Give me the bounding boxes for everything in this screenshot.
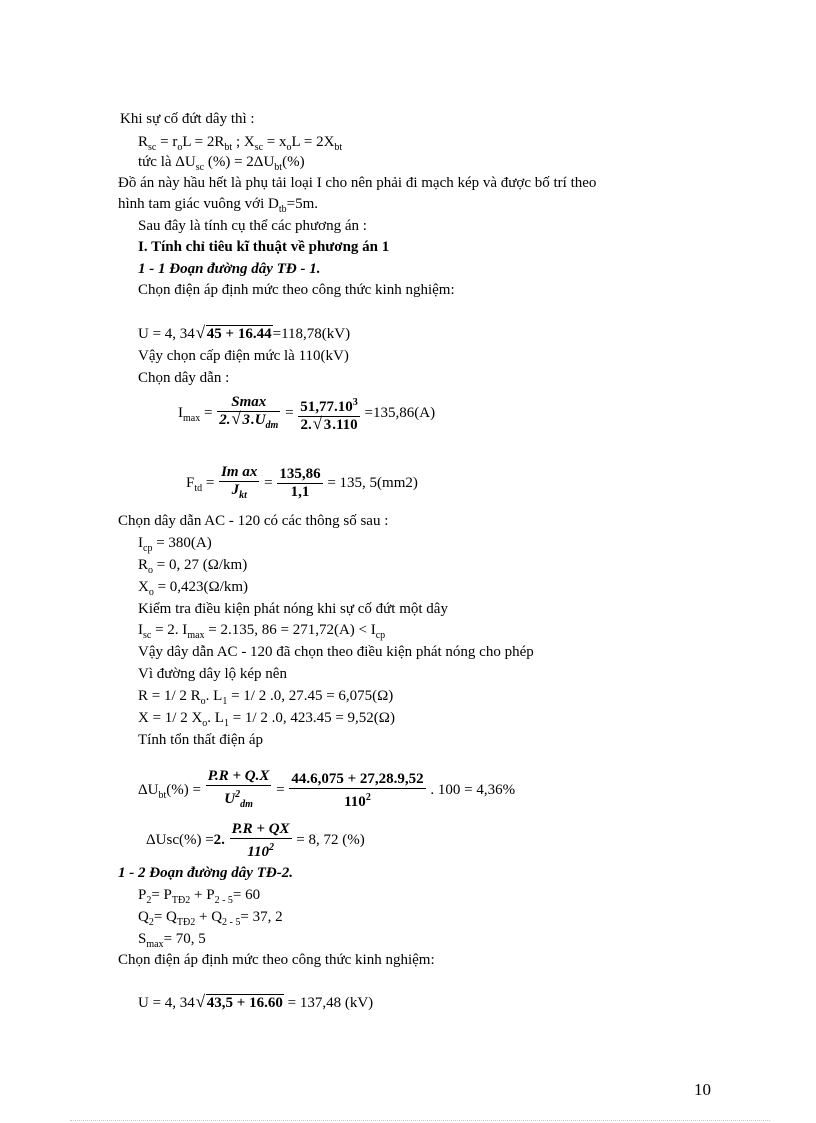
fraction: $\frac{P.R + QX}{110^2}$ — [231, 820, 290, 860]
text-line: Chọn điện áp định mức theo công thức kinh nghiệm: — [118, 952, 435, 968]
equation-voltage-1: U = 4, 34√ 45 + 16.44=118,78(kV) — [138, 325, 350, 344]
fraction: $\frac{44.6,075 + 27,28.9,52}{110^2}$ — [291, 770, 424, 810]
section-heading: I. Tính chỉ tiêu kĩ thuật về phương án 1 — [138, 239, 390, 255]
formula-line: $X_o = 0,423(\Omega/km)$ — [138, 579, 249, 598]
text-line: Chọn điện áp định mức theo công thức kinh nghiệm: — [138, 282, 455, 298]
sqrt-symbol: √ 43,5 + 16.60 — [197, 994, 284, 1013]
equation-voltage-loss-fault: ΔUsc(%) =2. $\frac{P.R + QX}{110^2}$ = 8, 72 (%) — [146, 820, 365, 860]
text-line: Khi sự cố đứt dây thì : — [120, 111, 255, 127]
text-line: Đồ án này hầu hết là phụ tải loại I cho nên phải đi mạch kép và được bố trí theo — [118, 175, 597, 191]
subsection-heading: 1 - 1 Đoạn đường dây TĐ - 1. — [138, 261, 321, 277]
page-footer-divider — [70, 1120, 770, 1121]
formula-line: $R_{sc} = r_oL = 2R_{bt}$ ; $X_{sc} = x_oL = 2X_{bt}$ — [138, 134, 343, 153]
fraction: $\frac{51,77.10^3}{2.√ 3.110}$ — [298, 394, 360, 434]
formula-line: R = 1/ 2 $R_o$. $L_1 = 1/$ 2 .0, 27.45 = 6,075(Ω) — [138, 688, 394, 707]
formula-line: tức là $\Delta U_{sc}$ (%) = $2\Delta U_{bt}(\%)$ — [138, 154, 305, 173]
equation-cross-section: $F_{td}$ = $\frac{\text{Im ax}}{J_{kt}}$ = $\frac{135,86}{1,1}$ = 135, 5(mm2) — [186, 462, 418, 510]
text-line: Chọn dây dẫn AC - 120 có các thông số sau : — [118, 513, 389, 529]
text-line: Vậy chọn cấp điện mức là 110(kV) — [138, 348, 349, 364]
text-line: Kiểm tra điều kiện phát nóng khi sự cố đứt một dây — [138, 601, 448, 617]
formula-line: $P_2= P_{TĐ2} + P_{2 - 5}= 60$ — [138, 887, 261, 906]
page-number: 10 — [694, 1080, 711, 1099]
formula-line: $I_{sc} = 2$. $I_{max} = 2.135$, $86 = 271,72(A) < I_{cp}$ — [138, 622, 386, 641]
formula-line: $Q_2= Q_{TĐ2} + Q_{2 - 5}= 37$, 2 — [138, 909, 283, 928]
text-line: hình tam giác vuông với $D_{tb}=5m$. — [118, 196, 318, 215]
text-line: Sau đây là tính cụ thể các phương án : — [138, 218, 367, 234]
formula-line: $S_{max}= 70$, 5 — [138, 931, 206, 950]
text-line: Vì đường dây lộ kép nên — [138, 666, 287, 682]
fraction: $\frac{P.R + Q.X}{U^2_{dm}}$ — [207, 768, 270, 811]
text-line: Tính tổn thất điện áp — [138, 732, 263, 748]
fraction: $\frac{135,86}{1,1}$ — [279, 466, 321, 501]
formula-line: X = 1/ 2 $X_o$. $L_1 = 1/$ 2 .0, 423.45 = 9,52(Ω) — [138, 710, 395, 729]
fraction: $\frac{Smax}{2.√ 3.U_{dm}}$ — [217, 394, 280, 434]
equation-current-max: $I_{max}$ = $\frac{Smax}{2.√ 3.U_{dm}}$ = $\frac{51,77.10^3}{2.√ 3.110}$ =135,86(A) — [178, 392, 435, 440]
subsection-heading: 1 - 2 Đoạn đường dây TĐ-2. — [118, 865, 293, 881]
sqrt-symbol: √ 45 + 16.44 — [197, 325, 273, 344]
equation-voltage-loss-normal: $\Delta U_{bt}(\%)$ = $\frac{P.R + Q.X}{U^2_{dm}}$ = $\frac{44.6,075 + 27,28.9,52}{110^2}$ . 100 = 4,36% — [138, 768, 515, 818]
formula-line: $R_o = 0$, 27 (Ω/km) — [138, 557, 248, 576]
formula-line: $I_{cp} = 380(A)$ — [138, 535, 212, 554]
text-line: Vậy dây dẫn AC - 120 đã chọn theo điều kiện phát nóng cho phép — [138, 644, 534, 660]
fraction: $\frac{\text{Im ax}}{J_{kt}}$ — [221, 463, 258, 501]
equation-voltage-2: U = 4, 34√ 43,5 + 16.60 = 137,48 (kV) — [138, 994, 373, 1013]
text-line: Chọn dây dẫn : — [138, 370, 230, 386]
